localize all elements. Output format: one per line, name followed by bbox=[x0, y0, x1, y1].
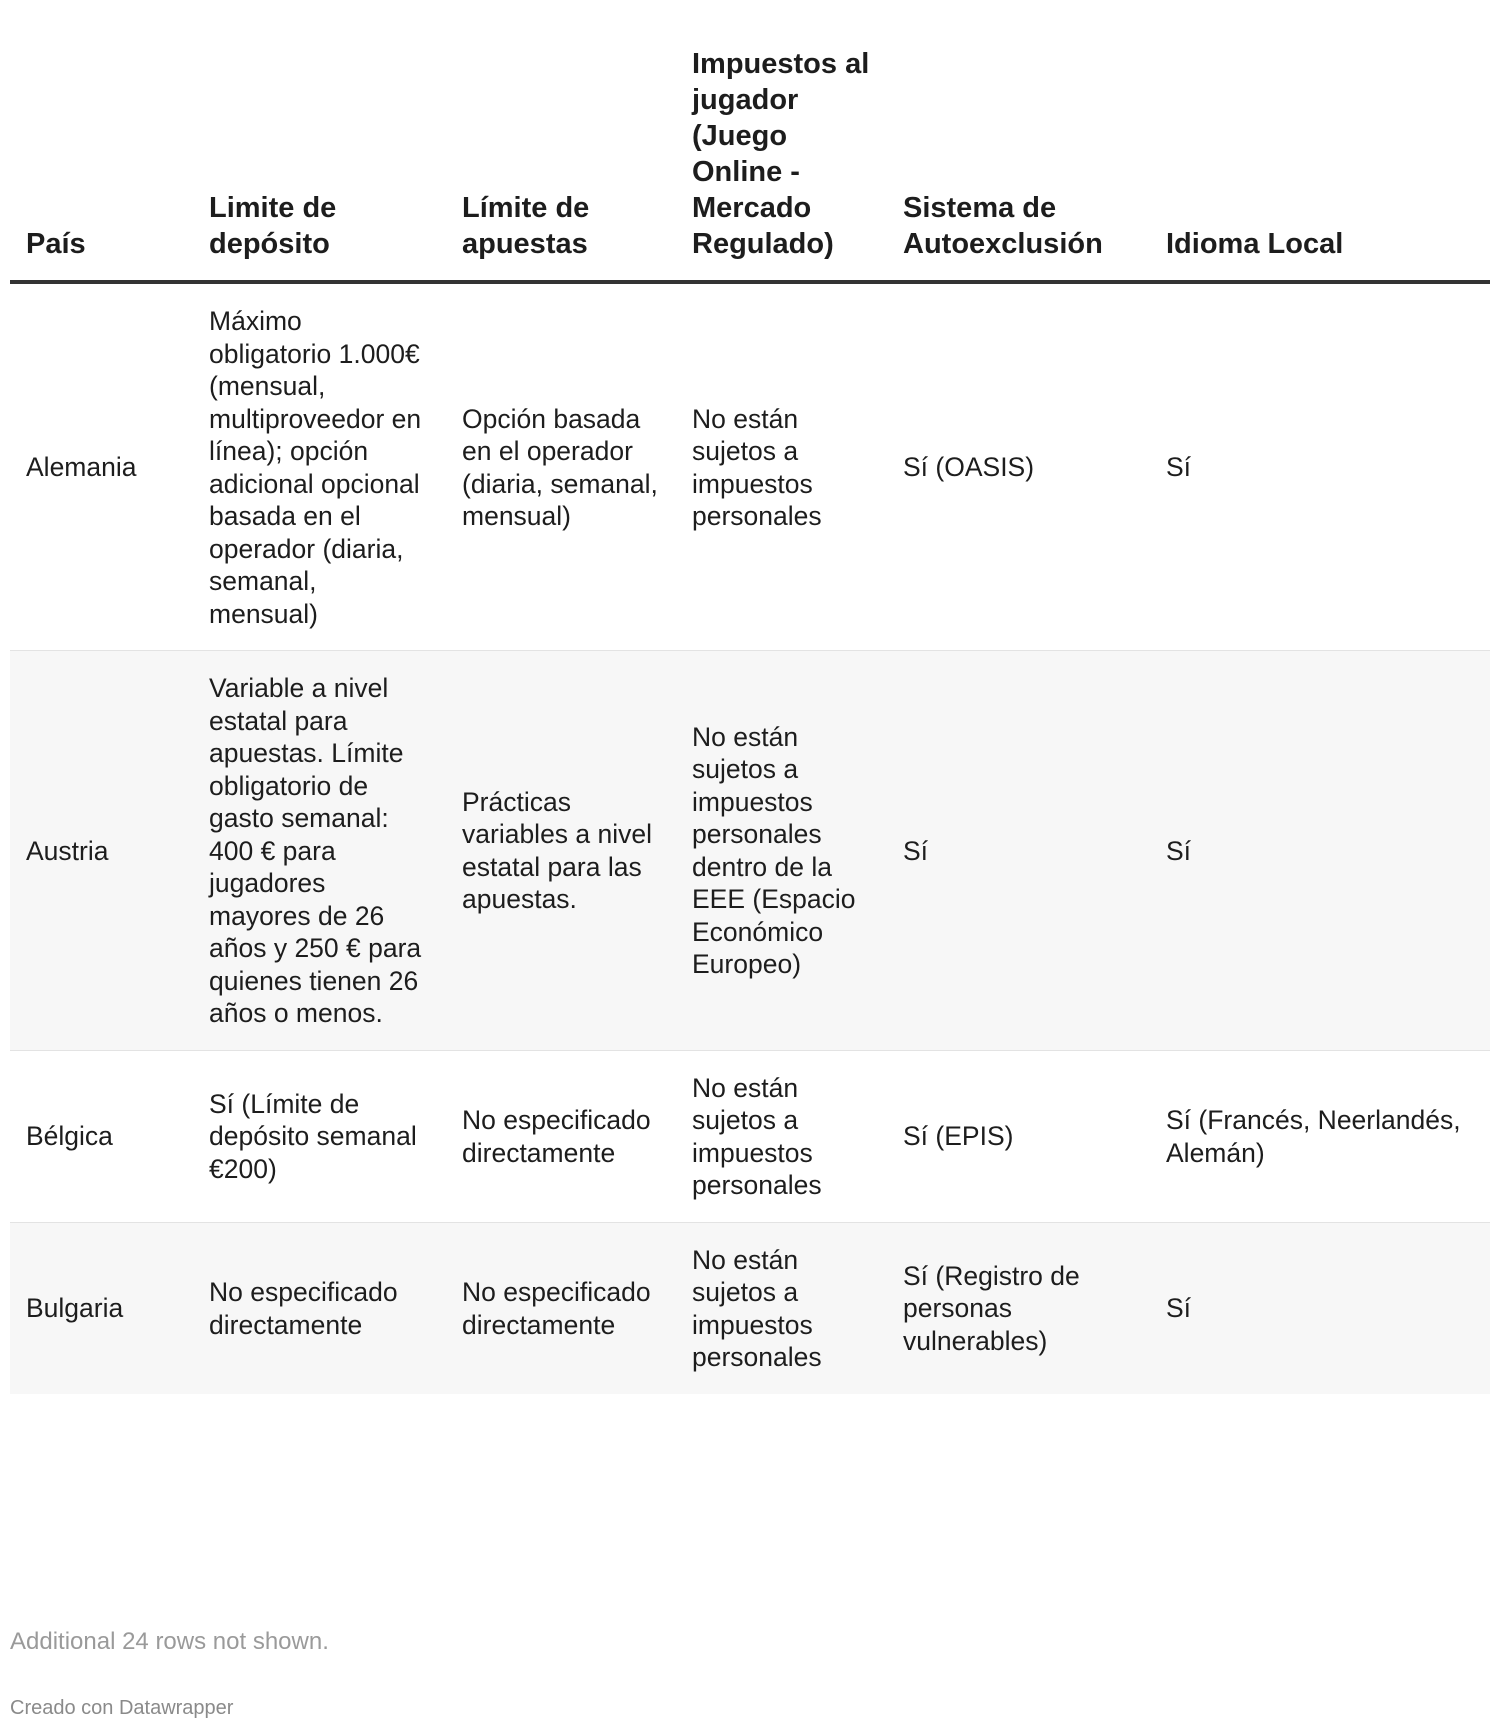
cell-deposito: Máximo obligatorio 1.000€ (mensual, multiproveedor en línea); opción adicional opcional basada en el operador (diaria, semanal, mensual) bbox=[193, 282, 446, 651]
cell-autoexclusion: Sí bbox=[887, 651, 1150, 1051]
cell-idioma: Sí bbox=[1150, 651, 1490, 1051]
cell-apuestas: Opción basada en el operador (diaria, semanal, mensual) bbox=[446, 282, 676, 651]
datawrapper-credit[interactable]: Creado con Datawrapper bbox=[10, 1697, 234, 1719]
cell-idioma: Sí bbox=[1150, 282, 1490, 651]
cell-deposito: Sí (Límite de depósito semanal €200) bbox=[193, 1050, 446, 1222]
cell-apuestas: Prácticas variables a nivel estatal para las apuestas. bbox=[446, 651, 676, 1051]
cell-autoexclusion: Sí (Registro de personas vulnerables) bbox=[887, 1222, 1150, 1394]
cell-pais: Alemania bbox=[10, 282, 193, 651]
table-container bbox=[10, 0, 1461, 1394]
column-header-impuestos: Impuestos al jugador (Juego Online - Mercado Regulado) bbox=[676, 0, 887, 282]
cell-impuestos: No están sujetos a impuestos personales bbox=[676, 1050, 887, 1222]
cell-pais: Austria bbox=[10, 651, 193, 1051]
column-header-pais: País bbox=[10, 0, 193, 282]
column-header-idioma: Idioma Local bbox=[1150, 0, 1490, 282]
cell-autoexclusion: Sí (OASIS) bbox=[887, 282, 1150, 651]
table-header-row bbox=[10, 0, 1490, 282]
cell-apuestas: No especificado directamente bbox=[446, 1222, 676, 1394]
cell-impuestos: No están sujetos a impuestos personales dentro de la EEE (Espacio Económico Europeo) bbox=[676, 651, 887, 1051]
column-header-autoexclusion: Sistema de Autoexclusión bbox=[887, 0, 1150, 282]
column-header-limite-deposito: Limite de depósito bbox=[193, 0, 446, 282]
table-row bbox=[10, 1222, 1490, 1394]
cell-pais: Bélgica bbox=[10, 1050, 193, 1222]
cell-pais: Bulgaria bbox=[10, 1222, 193, 1394]
table-row bbox=[10, 1050, 1490, 1222]
column-header-limite-apuestas: Límite de apuestas bbox=[446, 0, 676, 282]
regulation-table bbox=[10, 0, 1490, 1394]
table-row bbox=[10, 651, 1490, 1051]
cell-idioma: Sí bbox=[1150, 1222, 1490, 1394]
cell-impuestos: No están sujetos a impuestos personales bbox=[676, 1222, 887, 1394]
cell-deposito: No especificado directamente bbox=[193, 1222, 446, 1394]
cell-impuestos: No están sujetos a impuestos personales bbox=[676, 282, 887, 651]
cell-deposito: Variable a nivel estatal para apuestas. Límite obligatorio de gasto semanal: 400 € para jugadores mayores de 26 años y 250 € para quienes tienen 26 años o menos. bbox=[193, 651, 446, 1051]
cell-idioma: Sí (Francés, Neerlandés, Alemán) bbox=[1150, 1050, 1490, 1222]
rows-not-shown-note: Additional 24 rows not shown. bbox=[10, 1628, 329, 1655]
cell-autoexclusion: Sí (EPIS) bbox=[887, 1050, 1150, 1222]
cell-apuestas: No especificado directamente bbox=[446, 1050, 676, 1222]
table-row bbox=[10, 282, 1490, 651]
